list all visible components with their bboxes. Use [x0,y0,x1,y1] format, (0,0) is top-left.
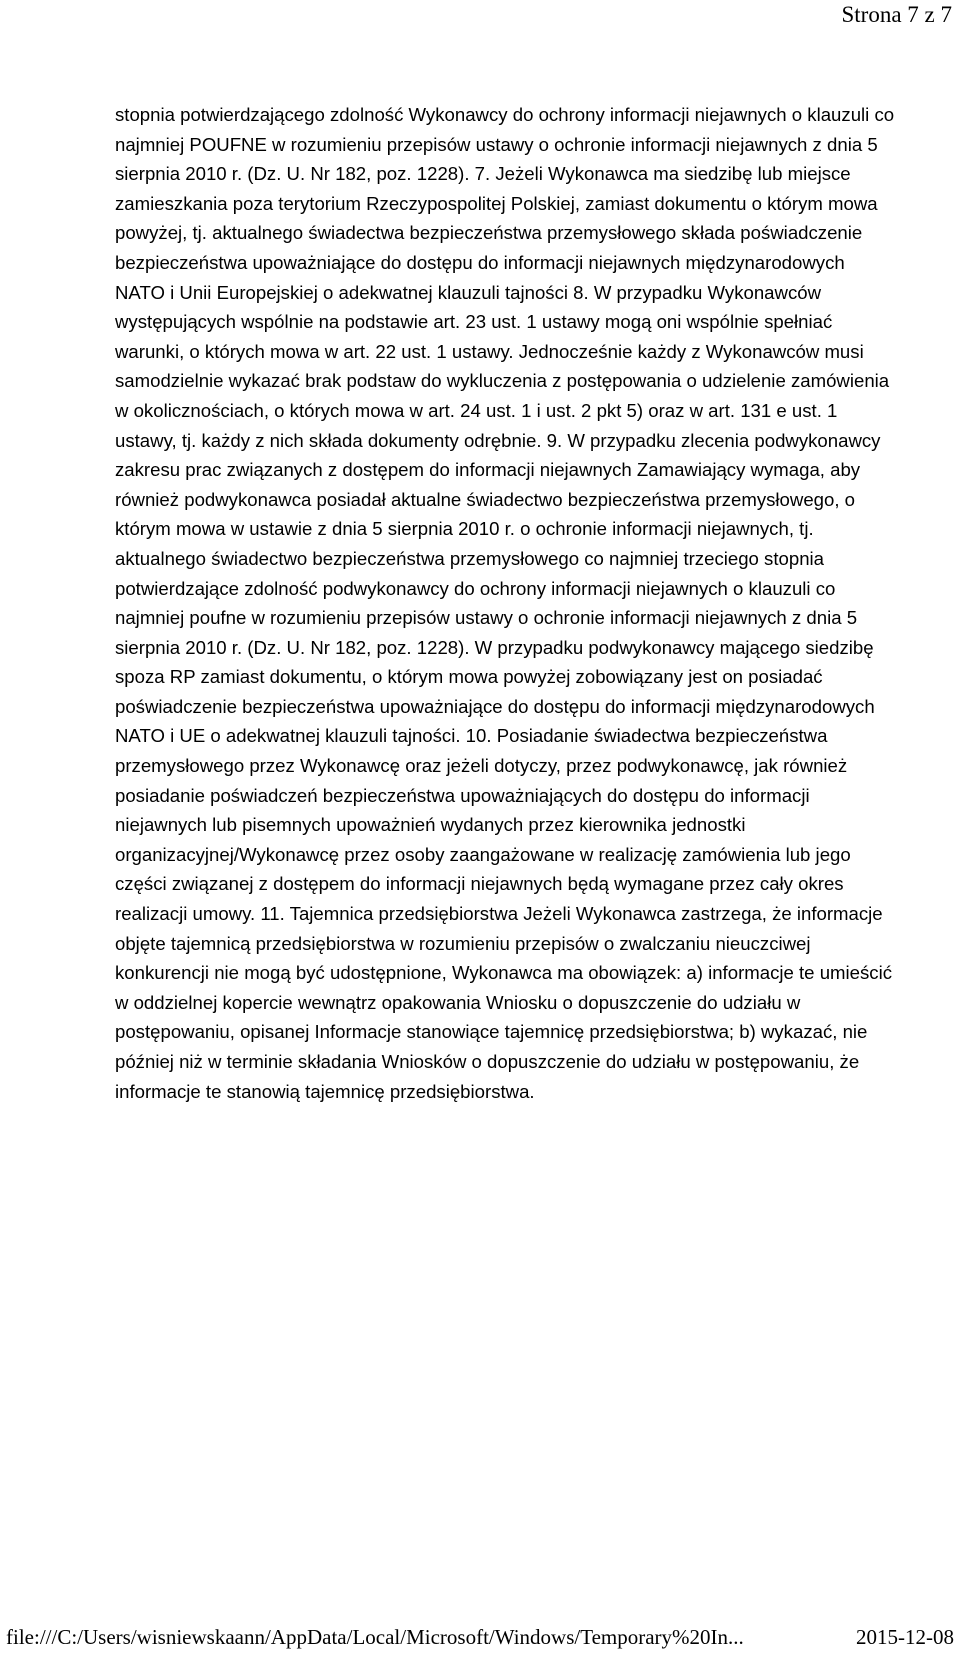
page-footer [6,1620,954,1654]
text-line: samodzielnie wykazać brak podstaw do wykluczenia z postępowania o udzielenie zamówienia [115,370,890,392]
text-line: w oddzielnej kopercie wewnątrz opakowania Wniosku o dopuszczenie do udziału w [115,991,801,1013]
text-line: zamieszkania poza terytorium Rzeczypospolitej Polskiej, zamiast dokumentu o którym mowa [115,192,878,214]
text-line: najmniej POUFNE w rozumieniu przepisów ustawy o ochronie informacji niejawnych z dnia 5 [115,133,878,155]
text-line: którym mowa w ustawie z dnia 5 sierpnia 2010 r. o ochronie informacji niejawnych, tj. [115,518,814,540]
text-line: występujących wspólnie na podstawie art. 23 ust. 1 ustawy mogą oni wspólnie spełniać [115,311,833,333]
text-line: stopnia potwierdzającego zdolność Wykonawcy do ochrony informacji niejawnych o klauzuli co [115,104,895,125]
text-line: posiadanie poświadczeń bezpieczeństwa upoważniających do dostępu do informacji [115,784,810,806]
page-header [841,0,952,30]
text-line: objęte tajemnicą przedsiębiorstwa w rozumieniu przepisów o zwalczaniu nieuczciwej [115,932,811,954]
text-line: spoza RP zamiast dokumentu, o którym mowa powyżej zobowiązany jest on posiadać [115,666,823,688]
text-line: niejawnych lub pisemnych upoważnień wydanych przez kierownika jednostki [115,814,746,836]
text-line: warunki, o których mowa w art. 22 ust. 1 ustawy. Jednocześnie każdy z Wykonawców musi [115,340,864,362]
text-line: sierpnia 2010 r. (Dz. U. Nr 182, poz. 1228). 7. Jeżeli Wykonawca ma siedzibę lub miejsce [115,163,851,185]
footer-file-path: file:///C:/Users/wisniewskaann/AppData/Local/Microsoft/Windows/Temporary%20In... [6,1624,744,1649]
text-line: w okolicznościach, o których mowa w art. 24 ust. 1 i ust. 2 pkt 5) oraz w art. 131 e ust. 1 [115,399,838,421]
text-line: poświadczenie bezpieczeństwa upoważniające do dostępu do informacji międzynarodowych [115,695,875,717]
text-line: realizacji umowy. 11. Tajemnica przedsiębiorstwa Jeżeli Wykonawca zastrzega, że informacje [115,903,883,925]
text-line: później niż w terminie składania Wniosków o dopuszczenie do udziału w postępowaniu, że [115,1051,860,1072]
text-line: ustawy, tj. każdy z nich składa dokumenty odrębnie. 9. W przypadku zlecenia podwykonawcy [115,429,881,451]
text-line: organizacyjnej/Wykonawcę przez osoby zaangażowane w realizację zamówienia lub jego [115,843,851,865]
text-line: informacje te stanowią tajemnicę przedsiębiorstwa. [115,1080,535,1102]
text-line: postępowaniu, opisanej Informacje stanowiące tajemnicę przedsiębiorstwa; b) wykazać, nie [115,1021,868,1043]
text-line: NATO i UE o adekwatnej klauzuli tajności. 10. Posiadanie świadectwa bezpieczeństwa [115,725,828,747]
text-line: przemysłowego przez Wykonawcę oraz jeżeli dotyczy, przez podwykonawcę, jak również [115,755,848,777]
text-line: NATO i Unii Europejskiej o adekwatnej klauzuli tajności 8. W przypadku Wykonawców [115,281,822,303]
text-line: konkurencji nie mogą być udostępnione, Wykonawca ma obowiązek: a) informacje te umieścić [115,962,893,984]
text-line: części związanej z dostępem do informacji niejawnych będą wymagane przez cały okres [115,873,844,895]
text-line: również podwykonawca posiadał aktualne świadectwo bezpieczeństwa przemysłowego, o [115,488,856,510]
document-body [115,100,915,1106]
text-line: bezpieczeństwa upoważniające do dostępu do informacji niejawnych międzynarodowych [115,251,845,273]
text-line: aktualnego świadectwo bezpieczeństwa przemysłowego co najmniej trzeciego stopnia [115,547,825,569]
footer-date: 2015-12-08 [856,1624,954,1649]
text-line: potwierdzające zdolność podwykonawcy do ochrony informacji niejawnych o klauzuli co [115,577,836,599]
text-line: najmniej poufne w rozumieniu przepisów ustawy o ochronie informacji niejawnych z dnia 5 [115,607,858,629]
text-line: zakresu prac związanych z dostępem do informacji niejawnych Zamawiający wymaga, aby [115,459,861,481]
text-line: powyżej, tj. aktualnego świadectwa bezpieczeństwa przemysłowego składa poświadczenie [115,222,863,244]
page-number: Strona 7 z 7 [841,2,952,27]
text-line: sierpnia 2010 r. (Dz. U. Nr 182, poz. 1228). W przypadku podwykonawcy mającego siedzibę [115,636,874,658]
